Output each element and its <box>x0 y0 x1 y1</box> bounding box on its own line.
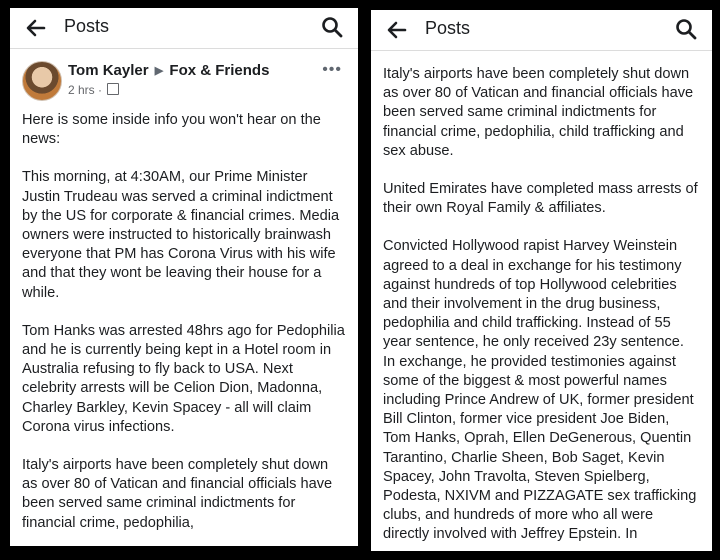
post-paragraph: Tom Hanks was arrested 48hrs ago for Pedophilia and he is currently being kept in a Hotel room in Australia refusing to fly back to USA. Next celebrity arrests will be Celion Dion, Madonna, Charley Barkley, Kevin Spacey - all will claim Corona virus infections. <box>22 322 345 435</box>
page-title: Posts <box>425 18 471 38</box>
page-title: Posts <box>64 16 110 36</box>
group-name[interactable]: Fox & Friends <box>169 62 270 79</box>
ellipsis-icon[interactable]: ••• <box>322 61 342 78</box>
right-screenshot <box>371 10 712 551</box>
posts-header <box>371 10 712 51</box>
post-paragraph: This morning, at 4:30AM, our Prime Minister Justin Trudeau was served a criminal indictment by the US for corporate & financial crimes. Media owners were instructed to historically brainwash everyone that PM has Corona Virus with his wife and that they wont be leaving their house for a while. <box>22 169 340 301</box>
post-paragraph: Italy's airports have been completely shut down as over 80 of Vatican and financial officials have been served same criminal indictments for financial crime, pedophilia, <box>22 457 333 531</box>
posts-header <box>10 8 358 49</box>
post-body <box>371 51 712 545</box>
post-paragraph: Convicted Hollywood rapist Harvey Weinstein agreed to a deal in exchange for his testimony against hundreds of top Hollywood celebrities and their involvement in the drug business, pedophilia and child trafficking. Instead of 55 year sentence, he only received 23y sentence. In exchange, he provided testimonies against some of the biggest & most powerful names including Prince Andrew of UK, former president Bill Clinton, former vice president Joe Biden, Tom Hanks, Oprah, Ellen DeGenerous, Quentin Tarantino, Charlie Sheen, Bob Saget, Kevin Spacey, John Travolta, Steven Spielberg, Podesta, NXIVM and PIZZAGATE sex trafficking clubs, and hundreds of more who all were directly involved with Jeffrey Epstein. In <box>383 238 697 543</box>
left-screenshot <box>10 8 358 546</box>
post-meta <box>68 83 119 97</box>
search-icon[interactable] <box>320 15 344 39</box>
arrow-left-icon[interactable] <box>385 18 409 42</box>
post-header <box>10 49 358 111</box>
post-paragraph: Italy's airports have been completely shut down as over 80 of Vatican and financial officials have been served same criminal indictments for financial crime, pedophilia, child trafficking and sex abuse. <box>383 66 694 159</box>
search-icon[interactable] <box>674 17 698 41</box>
post-time[interactable]: 2 hrs · <box>68 83 103 97</box>
avatar[interactable] <box>22 61 62 101</box>
triangle-right-icon: ▶ <box>154 65 164 77</box>
author-line <box>68 62 269 79</box>
post-paragraph: Here is some inside info you won't hear on the news: <box>22 112 321 148</box>
audience-icon <box>107 83 119 95</box>
arrow-left-icon[interactable] <box>24 16 48 40</box>
post-body <box>10 111 358 533</box>
author-name[interactable]: Tom Kayler <box>68 62 149 79</box>
post-paragraph: United Emirates have completed mass arrests of their own Royal Family & affiliates. <box>383 181 698 217</box>
